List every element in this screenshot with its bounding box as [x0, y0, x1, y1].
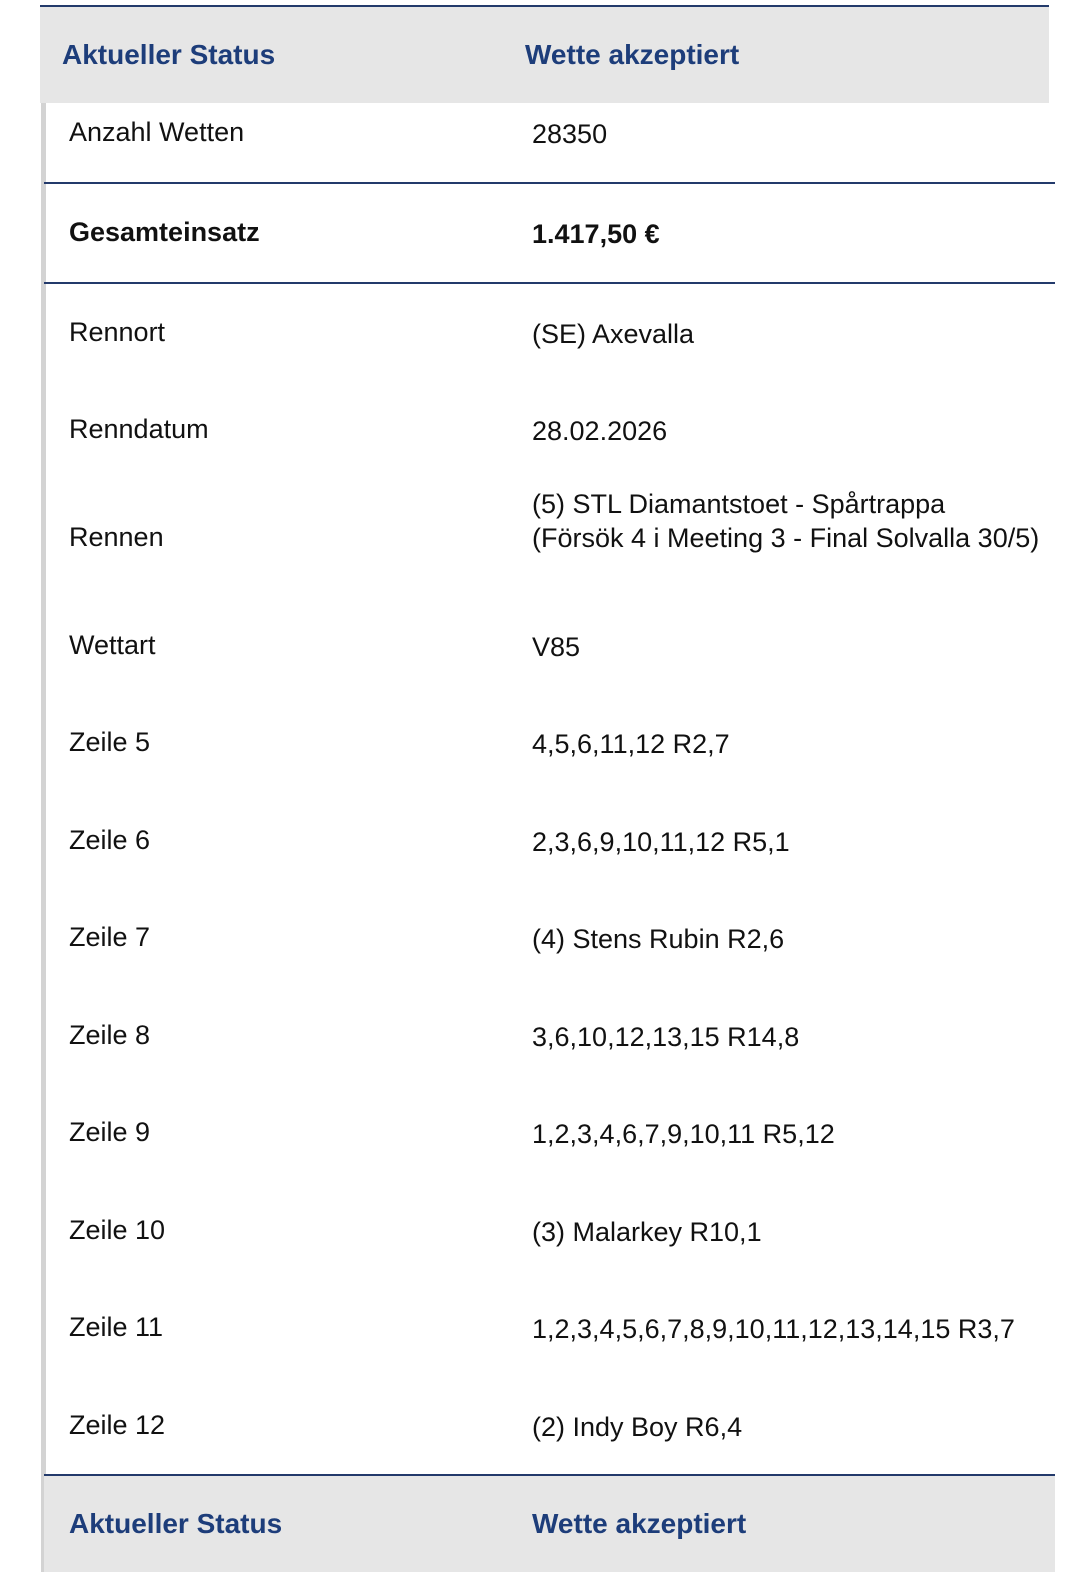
status-value: Wette akzeptiert: [525, 39, 740, 70]
row-value: 1,2,3,4,5,6,7,8,9,10,11,12,13,14,15 R3,7: [532, 1314, 1015, 1344]
row-label: Wettart: [69, 630, 156, 660]
row-value: 4,5,6,11,12 R2,7: [532, 729, 730, 759]
row-value: (3) Malarkey R10,1: [532, 1217, 762, 1247]
row-label: Renndatum: [69, 414, 209, 444]
status-value: Wette akzeptiert: [532, 1508, 747, 1539]
row-label: Gesamteinsatz: [69, 217, 260, 247]
row-label: Zeile 11: [69, 1312, 164, 1342]
row-label: Zeile 12: [69, 1410, 166, 1440]
status-header-bottom: [44, 1476, 1055, 1572]
row-value: (SE) Axevalla: [532, 319, 695, 349]
row-label: Zeile 9: [69, 1117, 151, 1147]
row-label: Anzahl Wetten: [69, 117, 245, 147]
row-label: Zeile 10: [69, 1215, 166, 1245]
row-value: 2,3,6,9,10,11,12 R5,1: [532, 827, 790, 857]
row-value: 28350: [532, 119, 608, 149]
row-value: (2) Indy Boy R6,4: [532, 1412, 743, 1442]
left-rule: [41, 103, 46, 1572]
row-value: 28.02.2026: [532, 416, 668, 446]
status-header-top: [40, 7, 1049, 103]
row-value: V85: [532, 632, 581, 662]
row-value: (5) STL Diamantstoet - Spårtrappa (Försök 4 i Meeting 3 - Final Solvalla 30/5): [532, 489, 1040, 553]
status-label: Aktueller Status: [62, 39, 276, 70]
row-label: Rennen: [69, 522, 164, 552]
divider: [44, 182, 1055, 184]
row-label: Zeile 7: [69, 922, 151, 952]
row-label: Zeile 6: [69, 825, 151, 855]
row-value: 1,2,3,4,6,7,9,10,11 R5,12: [532, 1119, 835, 1149]
row-value: (4) Stens Rubin R2,6: [532, 924, 785, 954]
status-label: Aktueller Status: [69, 1508, 283, 1539]
row-label: Zeile 8: [69, 1020, 151, 1050]
row-label: Zeile 5: [69, 727, 151, 757]
row-label: Rennort: [69, 317, 166, 347]
row-value: 1.417,50 €: [532, 219, 660, 249]
row-value: 3,6,10,12,13,15 R14,8: [532, 1022, 800, 1052]
divider: [44, 282, 1055, 284]
